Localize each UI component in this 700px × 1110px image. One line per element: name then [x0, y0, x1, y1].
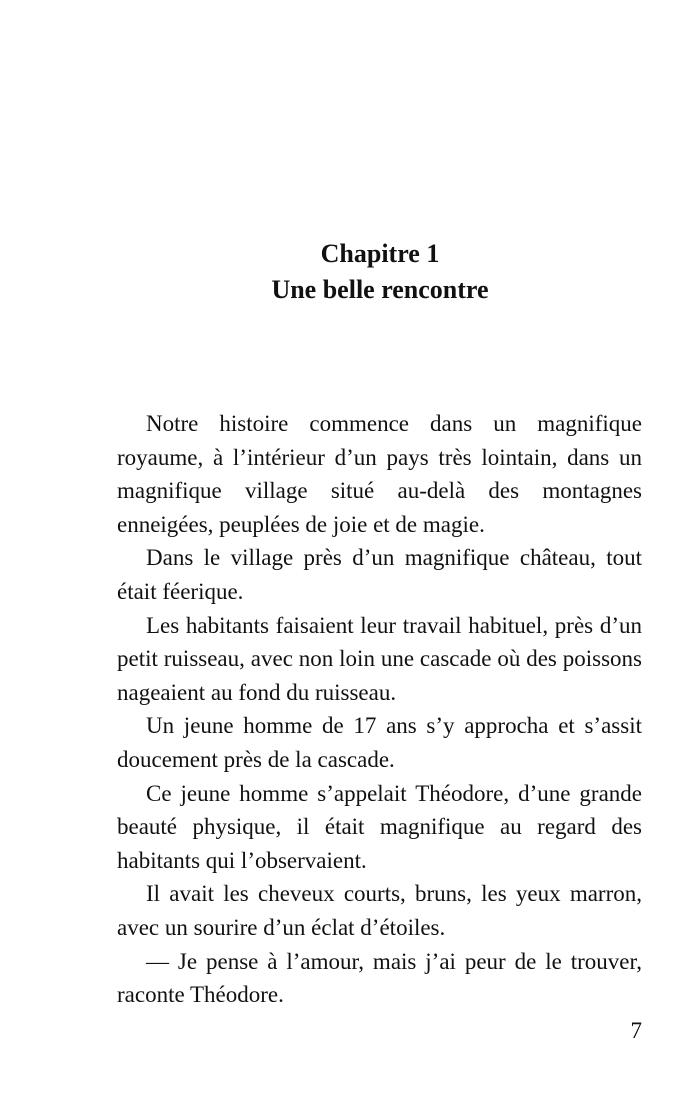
paragraph-3: Les habitants faisaient leur travail habituel, près d’un petit ruisseau, avec non loin une cascade où des poissons nageaient au fond du ruisseau.: [117, 612, 642, 705]
paragraph-6: Il avait les cheveux courts, bruns, les yeux marron, avec un sourire d’un éclat d’étoiles.: [117, 881, 642, 940]
chapter-title: Une belle rencontre: [271, 275, 489, 304]
paragraph-1: Notre histoire commence dans un magnifique royaume, à l’intérieur d’un pays très lointain, dans un magnifique village situé au-delà des montagnes enneigées, peuplées de joie et de magie.: [117, 411, 642, 537]
paragraph-7: — Je pense à l’amour, mais j’ai peur de le trouver, raconte Théodore.: [117, 948, 642, 1008]
paragraph-2: Dans le village près d’un magnifique château, tout était féerique.: [117, 545, 642, 604]
chapter-number: Chapitre 1: [320, 239, 440, 268]
paragraph-5: Ce jeune homme s’appelait Théodore, d’une grande beauté physique, il était magnifique au regard des habitants qui l’observaient.: [117, 780, 642, 873]
paragraph-4: Un jeune homme de 17 ans s’y approcha et s’assit doucement près de la cascade.: [117, 713, 642, 772]
page-number: 7: [630, 1018, 642, 1043]
body-text: [117, 407, 642, 1012]
chapter-heading: [60, 236, 700, 308]
